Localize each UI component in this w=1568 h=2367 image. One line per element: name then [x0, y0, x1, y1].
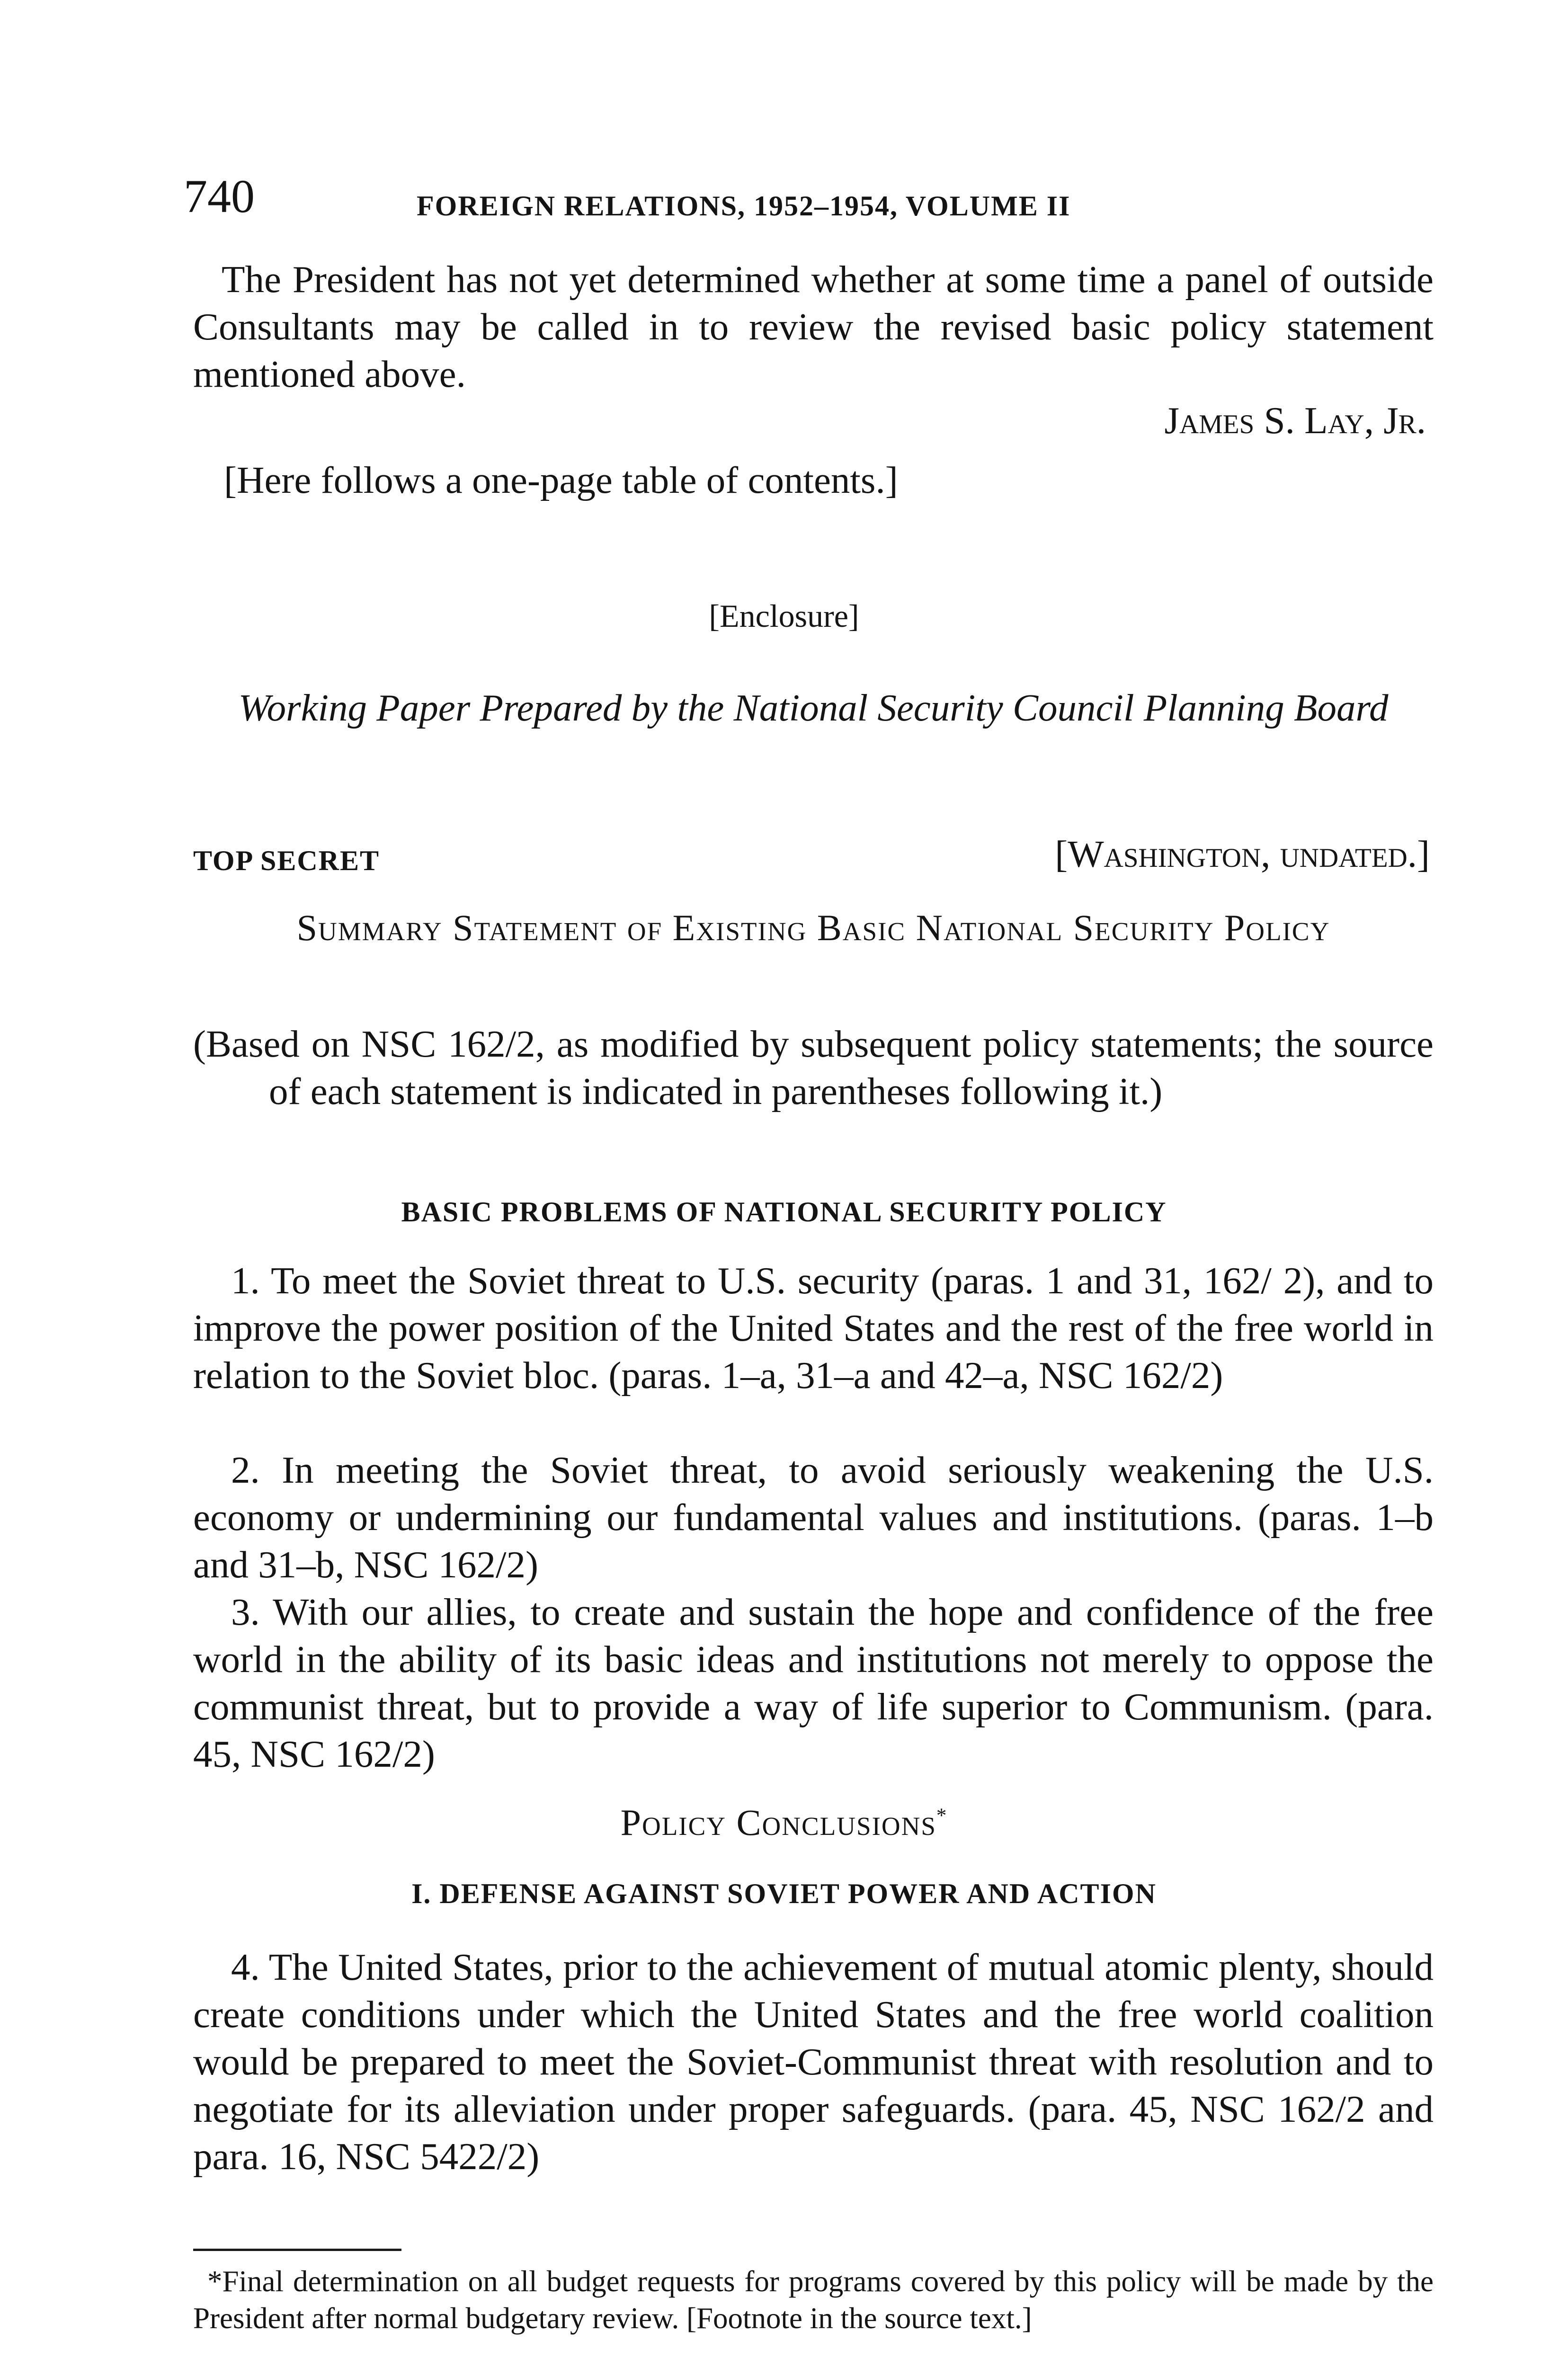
- paragraph-2: 2. In meeting the Soviet threat, to avoid seriously weakening the U.S. economy or undermining our fundamental values and institutions. (paras. 1–b and 31–b, NSC 162/2): [193, 1449, 1434, 1586]
- footnote-divider: [193, 2249, 401, 2251]
- consultants-paragraph-text: The President has not yet determined whether at some time a panel of outside Consultants may be called in to review the revised basic policy statement mentioned above.: [193, 258, 1434, 395]
- enclosure-label: [Enclosure]: [709, 598, 859, 634]
- signature: James S. Lay, Jr.: [1164, 399, 1426, 442]
- classification-marking: TOP SECRET: [193, 845, 380, 876]
- place-date-text: [Washington, undated.]: [1055, 833, 1430, 875]
- source-note: (Based on NSC 162/2, as modified by subsequent policy statements; the source of each statement is indicated in parentheses following it.): [193, 1023, 1434, 1112]
- policy-conclusions-text: Policy Conclusions: [620, 1802, 936, 1843]
- paragraph-1: 1. To meet the Soviet threat to U.S. security (paras. 1 and 31, 162/ 2), and to improve the power position of the United States and the rest of the free world in relation to the Soviet bloc. (paras. 1–a, 31–a and 42–a, NSC 162/2): [193, 1259, 1434, 1397]
- editorial-note: [Here follows a one-page table of contents.]: [224, 459, 898, 501]
- heading-policy-conclusions: [0, 1799, 1568, 1846]
- heading-section-i: I. DEFENSE AGAINST SOVIET POWER AND ACTION: [411, 1878, 1157, 1909]
- footnote: *Final determination on all budget requests for programs covered by this policy will be made by the President after normal budgetary review. [Footnote in the source text.]: [193, 2265, 1434, 2335]
- heading-basic-problems: BASIC PROBLEMS OF NATIONAL SECURITY POLICY: [401, 1196, 1167, 1228]
- page-number: 740: [184, 170, 255, 222]
- document-title: Working Paper Prepared by the National Security Council Planning Board: [238, 686, 1389, 729]
- place-date: [1055, 830, 1430, 878]
- footnote-marker: *: [936, 1805, 948, 1827]
- running-header: FOREIGN RELATIONS, 1952–1954, VOLUME II: [417, 190, 1071, 222]
- paragraph-4: 4. The United States, prior to the achievement of mutual atomic plenty, should create conditions under which the United States and the free world coalition would be prepared to meet the Soviet-Communist threat with resolution and to negotiate for its alleviation under proper safeguards. (para. 45, NSC 162/2 and para. 16, NSC 5422/2): [193, 1946, 1434, 2178]
- consultants-paragraph: [193, 256, 1434, 398]
- summary-title: Summary Statement of Existing Basic National Security Policy: [296, 907, 1330, 948]
- paragraph-3: 3. With our allies, to create and sustain the hope and confidence of the free world in the ability of its basic ideas and institutions not merely to oppose the communist threat, but to provide a way of life superior to Communism. (para. 45, NSC 162/2): [193, 1591, 1434, 1775]
